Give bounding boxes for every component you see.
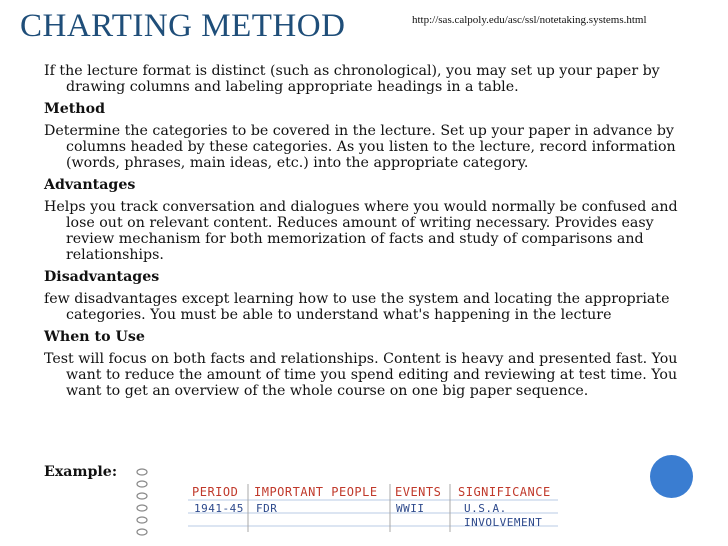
when-to-use-paragraph: Test will focus on both facts and relationships. Content is heavy and presented fast. You want to reduce the amount of time you spend editing and reviewing at test time. You want to get an overview of the whole course on one big paper sequence. (44, 351, 678, 399)
intro-paragraph: If the lecture format is distinct (such as chronological), you may set up your paper by drawing columns and labeling appropriate headings in a table. (44, 63, 660, 95)
example-cell-significance: U.S.A. (464, 502, 507, 515)
example-cell-significance-2: INVOLVEMENT (464, 516, 543, 529)
example-header-important-people: IMPORTANT PEOPLE (254, 485, 378, 499)
method-paragraph: Determine the categories to be covered in the lecture. Set up your paper in advance by columns headed by these categories. As you listen to the lecture, record information (words, phrases, main ideas, etc.) into the appropriate category. (44, 123, 676, 171)
example-cell-period: 1941-45 (194, 502, 244, 515)
advantages-heading: Advantages (44, 177, 136, 193)
source-url[interactable]: http://sas.calpoly.edu/asc/ssl/notetaking.systems.html (412, 14, 647, 26)
slide-body (44, 63, 690, 405)
disadvantages-heading: Disadvantages (44, 269, 160, 285)
method-heading: Method (44, 101, 105, 117)
disadvantages-paragraph: few disadvantages except learning how to use the system and locating the appropriate categories. You must be able to understand what's happening in the lecture (44, 291, 670, 323)
example-header-events: EVENTS (395, 485, 442, 499)
example-notebook-image (128, 466, 568, 546)
example-label: Example: (44, 464, 118, 480)
example-cell-events: WWII (396, 502, 425, 515)
slide-title: CHARTING METHOD (20, 8, 346, 44)
example-cell-people: FDR (256, 502, 278, 515)
decorative-blue-circle (650, 455, 693, 498)
example-header-significance: SIGNIFICANCE (458, 485, 551, 499)
when-to-use-heading: When to Use (44, 329, 145, 345)
advantages-paragraph: Helps you track conversation and dialogues where you would normally be confused and lose out on relevant content. Reduces amount of writing necessary. Provides easy review mechanism for both memorization of facts and study of comparisons and relationships. (44, 199, 678, 263)
example-header-period: PERIOD (192, 485, 239, 499)
